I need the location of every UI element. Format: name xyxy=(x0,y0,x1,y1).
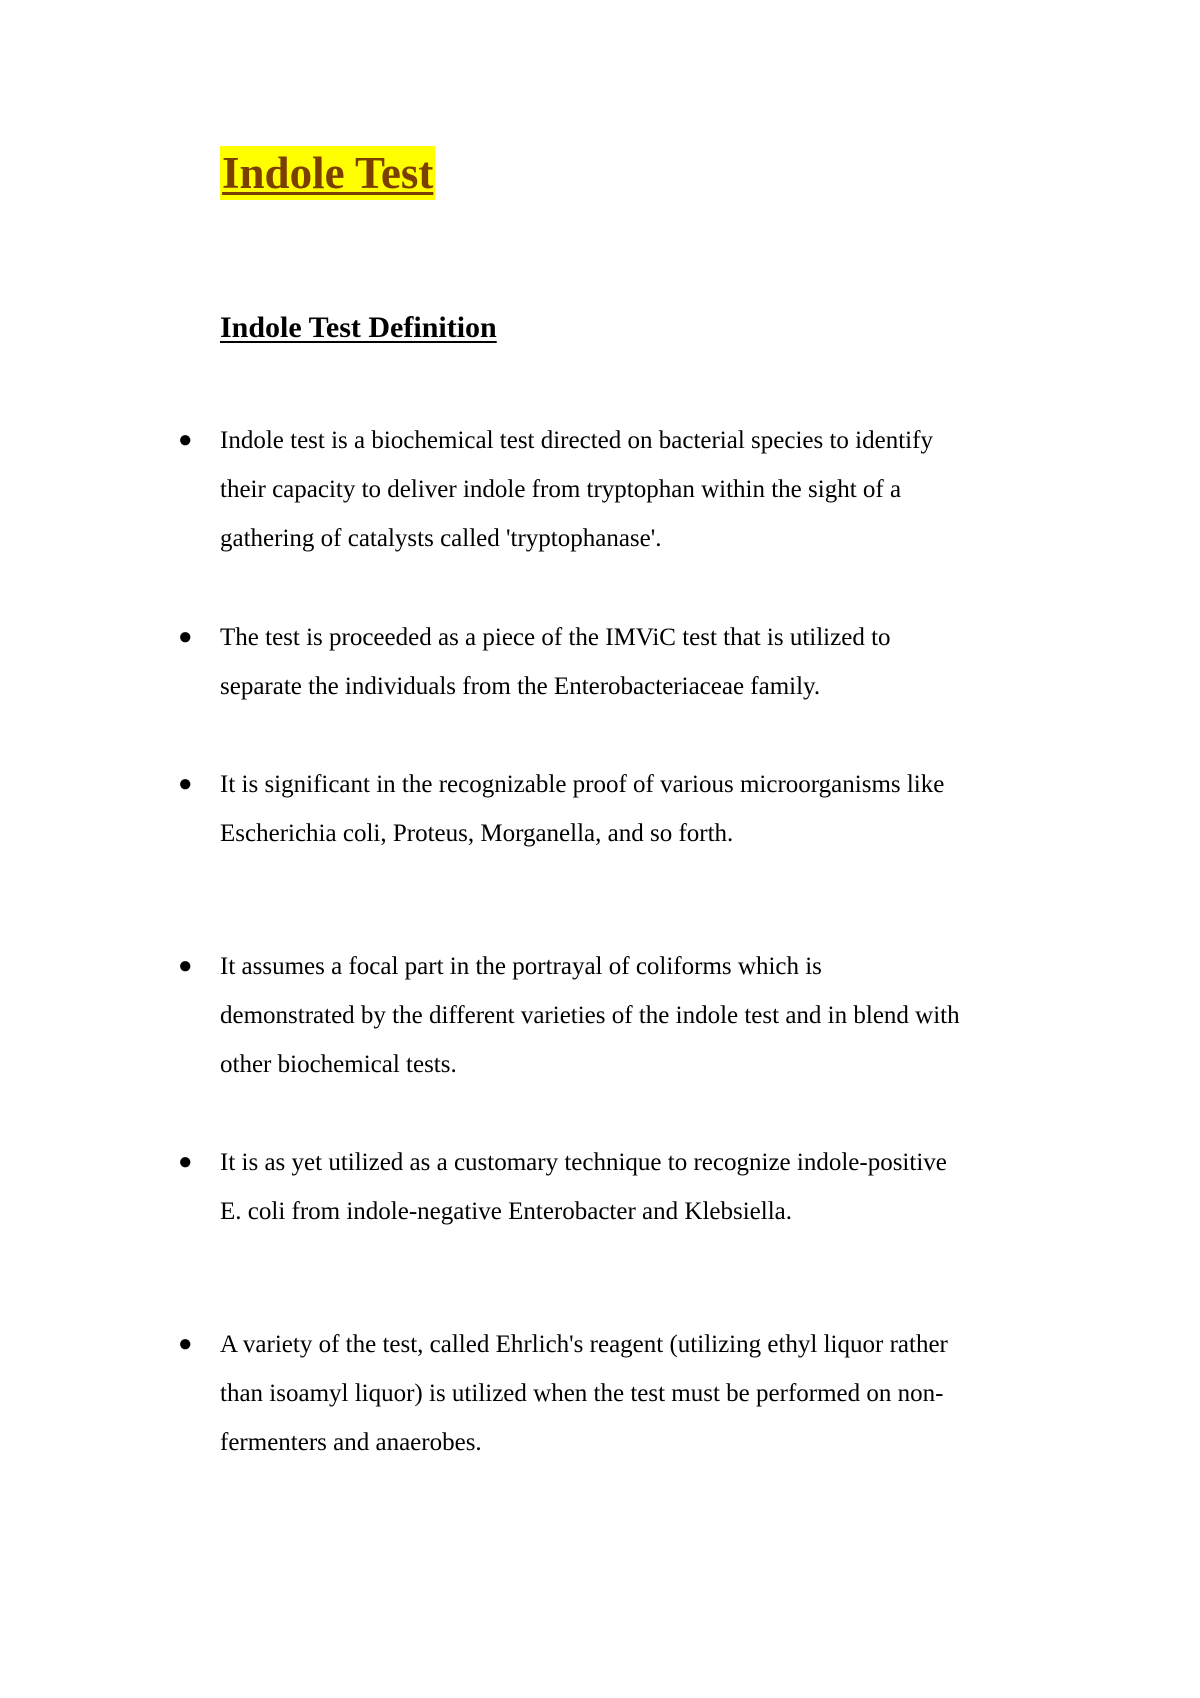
list-item xyxy=(178,942,1078,1089)
list-item xyxy=(178,1138,1078,1236)
list-item xyxy=(178,1320,1078,1467)
list-item-text: A variety of the test, called Ehrlich's reagent (utilizing ethyl liquor rather than isoamyl liquor) is utilized when the test must be performed on non- fermenters and anaerobes. xyxy=(220,1331,948,1456)
list-item-text: It assumes a focal part in the portrayal of coliforms which is demonstrated by the different varieties of the indole test and in blend with other biochemical tests. xyxy=(220,953,960,1078)
list-item-text: It is significant in the recognizable proof of various microorganisms like Escherichia coli, Proteus, Morganella, and so forth. xyxy=(220,771,945,847)
list-item-text: Indole test is a biochemical test directed on bacterial species to identify their capacity to deliver indole from tryptophan within the sight of a gathering of catalysts called 'tryptophanase'. xyxy=(220,427,933,552)
section-heading: Indole Test Definition xyxy=(220,311,497,344)
list-item-text: It is as yet utilized as a customary technique to recognize indole-positive E. coli from indole-negative Enterobacter and Klebsiella. xyxy=(220,1149,947,1225)
bullet-icon: ● xyxy=(178,427,193,453)
document-title: Indole Test xyxy=(222,148,434,198)
bullet-icon: ● xyxy=(178,953,193,979)
bullet-icon: ● xyxy=(178,1149,193,1175)
list-item xyxy=(178,760,1078,858)
list-item xyxy=(178,613,1078,711)
bullet-icon: ● xyxy=(178,1331,193,1357)
list-item xyxy=(178,416,1078,563)
bullet-icon: ● xyxy=(178,624,193,650)
bullet-icon: ● xyxy=(178,771,193,797)
list-item-text: The test is proceeded as a piece of the IMViC test that is utilized to separate the individuals from the Enterobacteriaceae family. xyxy=(220,624,891,700)
